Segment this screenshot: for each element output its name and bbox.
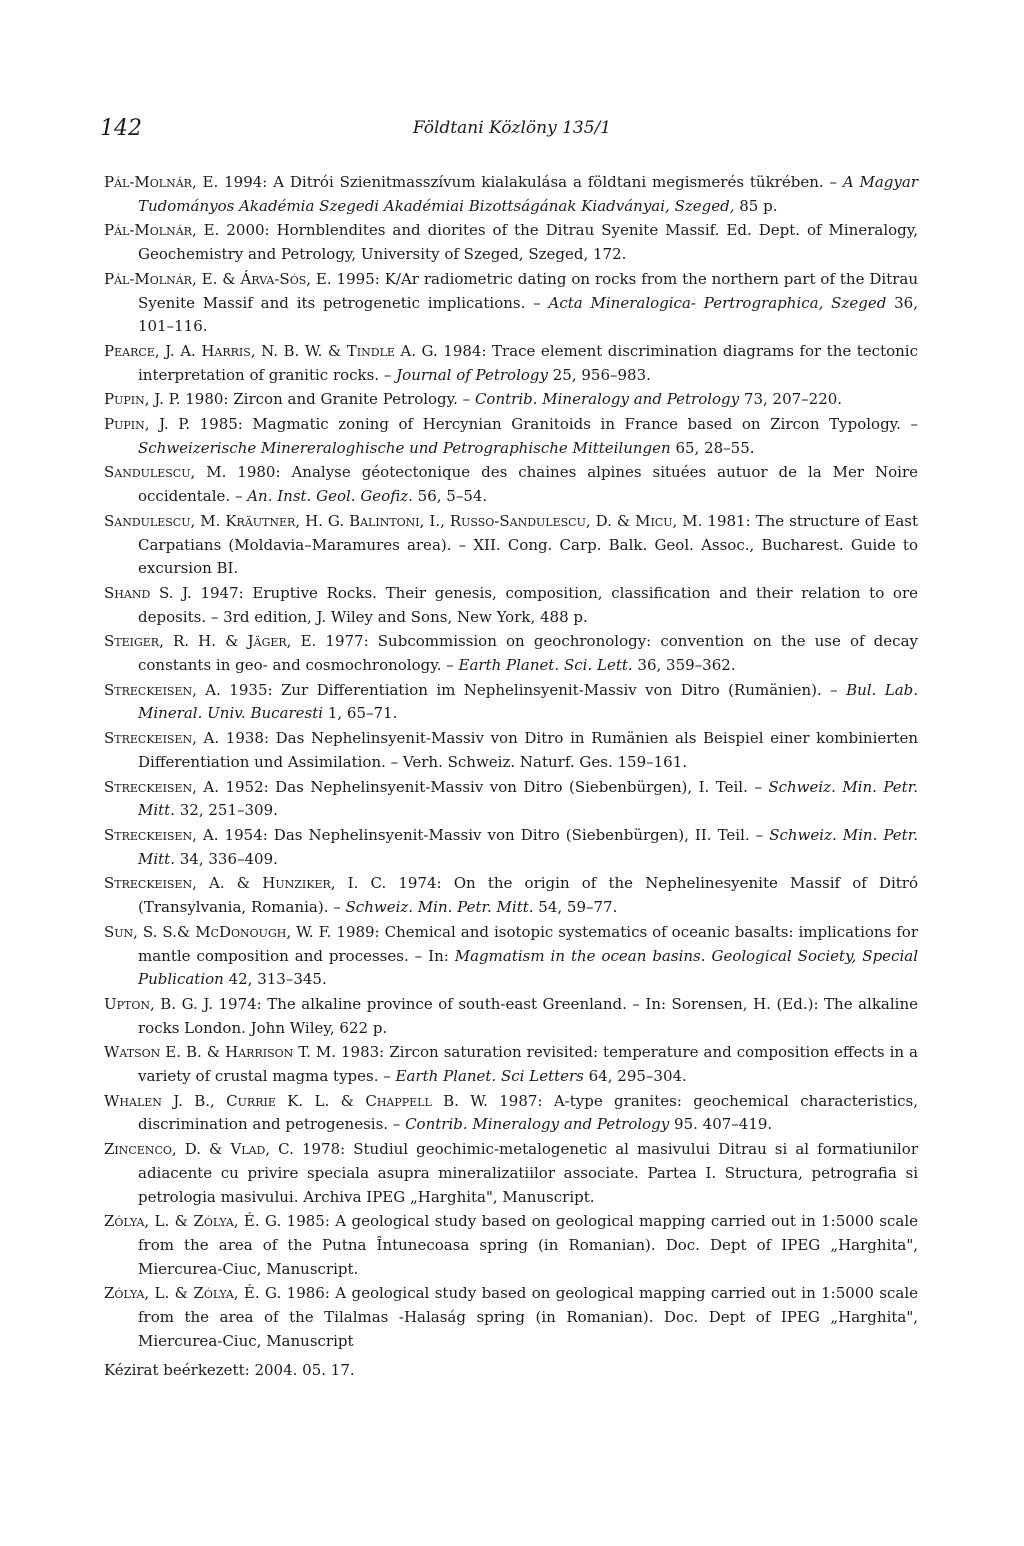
reference-text: 1987: A-type granites: geochemical characteristics, discrimination and petrogenesis. – [138, 1091, 918, 1134]
reference-authors: Sun, S. S.& McDonough, W. F. [104, 922, 332, 941]
reference-item [104, 679, 918, 726]
reference-volume-pages: 73, 207–220. [739, 390, 843, 409]
reference-volume-pages: 64, 295–304. [583, 1067, 687, 1086]
reference-authors: Pál-Molnár, E. & Árva-Sós, E. [104, 269, 332, 288]
reference-item [104, 219, 918, 266]
reference-item [104, 1210, 918, 1281]
reference-text: 1985: Magmatic zoning of Hercynian Granitoids in France based on Zircon Typology. – [190, 415, 918, 434]
reference-authors: Sandulescu, M. [104, 463, 227, 482]
reference-item [104, 824, 918, 871]
reference-text: 1985: A geological study based on geological mapping carried out in 1:5000 scale from the area of the Putna Întunecoasa spring (in Romanian). Doc. Dept of IPEG „Harghita", Miercurea-Ciuc, Manuscript. [138, 1212, 918, 1278]
reference-volume-pages: 65, 28–55. [670, 438, 755, 457]
reference-text: 1986: A geological study based on geological mapping carried out in 1:5000 scale from the area of the Tilalmas -Halaság spring (in Romanian). Doc. Dept of IPEG „Harghita", Miercurea-Ciuc, Manuscript [138, 1284, 918, 1350]
reference-text: 1977: Subcommission on geochronology: convention on the use of decay constants in geo- and cosmochronology. – [138, 632, 918, 675]
reference-item [104, 727, 918, 774]
reference-list [104, 171, 918, 1354]
reference-volume-pages: 36, 359–362. [632, 656, 736, 675]
reference-volume-pages: 36, 101–116. [138, 293, 918, 336]
reference-source: Journal of Petrology [396, 365, 548, 384]
reference-item [104, 413, 918, 460]
reference-authors: Streckeisen, A. & Hunziker, I. C. [104, 874, 387, 893]
reference-authors: Pupin, J. P. [104, 415, 191, 434]
reference-volume-pages: 54, 59–77. [533, 898, 618, 917]
reference-source: Bul. Lab. Mineral. Univ. Bucaresti [138, 680, 919, 723]
reference-source: Contrib. Mineralogy and Petrology [474, 390, 740, 409]
reference-text: 1938: Das Nephelinsyenit-Massiv von Ditro in Rumänien als Beispiel einer kombinierten Differentiation und Assimilation. – Verh. Schweiz. Naturf. Ges. 159–161. [138, 729, 918, 771]
reference-text: 1974: The alkaline province of south-east Greenland. – In: Sorensen, H. (Ed.): The alkaline rocks London. John Wiley, 622 p. [138, 994, 919, 1037]
reference-text: 1952: Das Nephelinsyenit-Massiv von Ditro (Siebenbürgen), I. Teil. – [218, 777, 769, 796]
reference-volume-pages: 95. 407–419. [669, 1115, 773, 1134]
reference-volume-pages: 32, 251–309. [174, 801, 278, 820]
reference-volume-pages: 42, 313–345. [223, 970, 327, 989]
reference-source: Magmatism in the ocean basins. Geological Society, Special Publication [138, 946, 918, 989]
reference-item [104, 1282, 918, 1353]
reference-text: 1994: A Ditrói Szienitmasszívum kialakulása a földtani megismerés tükrében. – [218, 173, 843, 191]
reference-item [104, 1090, 918, 1137]
reference-text: 1974: On the origin of the Nephelinesyenite Massif of Ditró (Transylvania, Romania). – [138, 874, 918, 917]
reference-source: Schweiz. Min. Petr. Mitt. [345, 898, 534, 917]
reference-volume-pages: 25, 956–983. [547, 365, 651, 384]
reference-source: Schweiz. Min. Petr. Mitt. [138, 777, 919, 820]
reference-authors: Streckeisen, A. [104, 680, 221, 699]
reference-authors: Streckeisen, A. [104, 729, 220, 748]
reference-text: 1947: Eruptive Rocks. Their genesis, composition, classification and their relation to ore deposits. – 3rd edition, J. Wiley and Sons, New York, 488 p. [138, 583, 919, 626]
reference-text: 1980: Zircon and Granite Petrology. – [180, 390, 475, 409]
reference-text: 1983: Zircon saturation revisited: temperature and composition effects in a variety of crustal magma types. – [138, 1043, 918, 1086]
reference-text: 1954: Das Nephelinsyenit-Massiv von Ditro (Siebenbürgen), II. Teil. – [218, 825, 770, 844]
reference-item [104, 388, 918, 412]
reference-source: Contrib. Mineralogy and Petrology [405, 1115, 670, 1134]
reference-item [104, 921, 918, 992]
reference-item [104, 1041, 918, 1088]
reference-authors: Whalen J. B., Currie K. L. & Chappell B. W. [104, 1091, 488, 1110]
received-date: Kézirat beérkezett: 2004. 05. 17. [104, 1361, 355, 1379]
reference-volume-pages: 34, 336–409. [174, 849, 278, 868]
reference-volume-pages: 1, 65–71. [323, 704, 398, 723]
reference-authors: Zólya, L. & Zólya, É. G. [104, 1284, 282, 1303]
reference-authors: Pupin, J. P. [104, 390, 181, 409]
reference-source: A Magyar Tudományos Akadémia Szegedi Akadémiai Bizottságának Kiadványai, Szeged, [138, 173, 919, 215]
reference-item [104, 171, 918, 218]
reference-source: Acta Mineralogica- Pertrographica, Szeged [548, 293, 887, 312]
reference-authors: Shand S. J. [104, 583, 192, 602]
reference-item [104, 1138, 918, 1209]
reference-text: 1935: Zur Differentiation im Nephelinsyenit-Massiv von Ditro (Rumänien). – [220, 680, 847, 699]
reference-authors: Pál-Molnár, E. [104, 173, 219, 191]
reference-item [104, 872, 918, 919]
journal-title: Földtani Közlöny 135/1 [412, 118, 612, 138]
reference-text: 1981: The structure of East Carpatians (Moldavia–Maramures area). – XII. Cong. Carp. Balk. Geol. Assoc., Bucharest. Guide to excursion BI. [138, 511, 918, 578]
reference-authors: Streckeisen, A. [104, 777, 219, 796]
reference-text: 1980: Analyse géotectonique des chaines alpines situées autuor de la Mer Noire occidentale. – [138, 463, 919, 506]
reference-item [104, 993, 918, 1040]
reference-item [104, 582, 918, 629]
reference-item [104, 776, 918, 823]
reference-authors: Zólya, L. & Zólya, É. G. [104, 1212, 282, 1231]
reference-source: Earth Planet. Sci. Lett. [458, 656, 633, 675]
reference-authors: Pál-Molnár, E. [104, 221, 220, 240]
reference-authors: Zincenco, D. & Vlad, C. [104, 1140, 294, 1159]
reference-text: 1984: Trace element discrimination diagrams for the tectonic interpretation of granitic rocks. – [138, 341, 918, 384]
reference-item [104, 268, 918, 339]
reference-item [104, 340, 918, 387]
reference-authors: Pearce, J. A. Harris, N. B. W. & Tindle A. G. [104, 341, 438, 360]
reference-text: 1995: K/Ar radiometric dating on rocks from the northern part of the Ditrau Syenite Massif and its petrogenetic implications. – [138, 269, 918, 312]
reference-authors: Steiger, R. H. & Jäger, E. [104, 632, 317, 651]
reference-item [104, 461, 918, 508]
reference-volume-pages: 85 p. [734, 196, 778, 215]
reference-volume-pages: 56, 5–54. [412, 487, 488, 506]
reference-item [104, 630, 918, 677]
page-number: 142 [100, 116, 142, 141]
reference-item [104, 510, 918, 581]
reference-text: 1989: Chemical and isotopic systematics of oceanic basalts: implications for mantle composition and processes. – In: [138, 922, 918, 965]
reference-authors: Streckeisen, A. [104, 825, 219, 844]
reference-source: Schweiz. Min. Petr. Mitt. [138, 825, 918, 868]
reference-source: Schweizerische Minereraloghische und Petrographische Mitteilungen [138, 438, 671, 457]
reference-authors: Watson E. B. & Harrison T. M. [104, 1043, 336, 1062]
reference-authors: Upton, B. G. J. [104, 994, 213, 1013]
reference-text: 1978: Studiul geochimic-metalogenetic al masivului Ditrau si al formatiunilor adiacente cu privire speciala asupra mineralizatiilor associate. Partea I. Structura, petrografia si petrologia masivului. Archiva IPEG „Harghita", Manuscript. [138, 1140, 919, 1206]
reference-text: 2000: Hornblendites and diorites of the Ditrau Syenite Massif. Ed. Dept. of Mineralogy, Geochemistry and Petrology, University of Szeged, Szeged, 172. [138, 221, 918, 264]
reference-authors: Sandulescu, M. Kräutner, H. G. Balintoni, I., Russo-Sandulescu, D. & Micu, M. [104, 511, 703, 530]
reference-source: Earth Planet. Sci Letters [395, 1067, 584, 1086]
reference-source: An. Inst. Geol. Geofiz. [247, 487, 413, 506]
